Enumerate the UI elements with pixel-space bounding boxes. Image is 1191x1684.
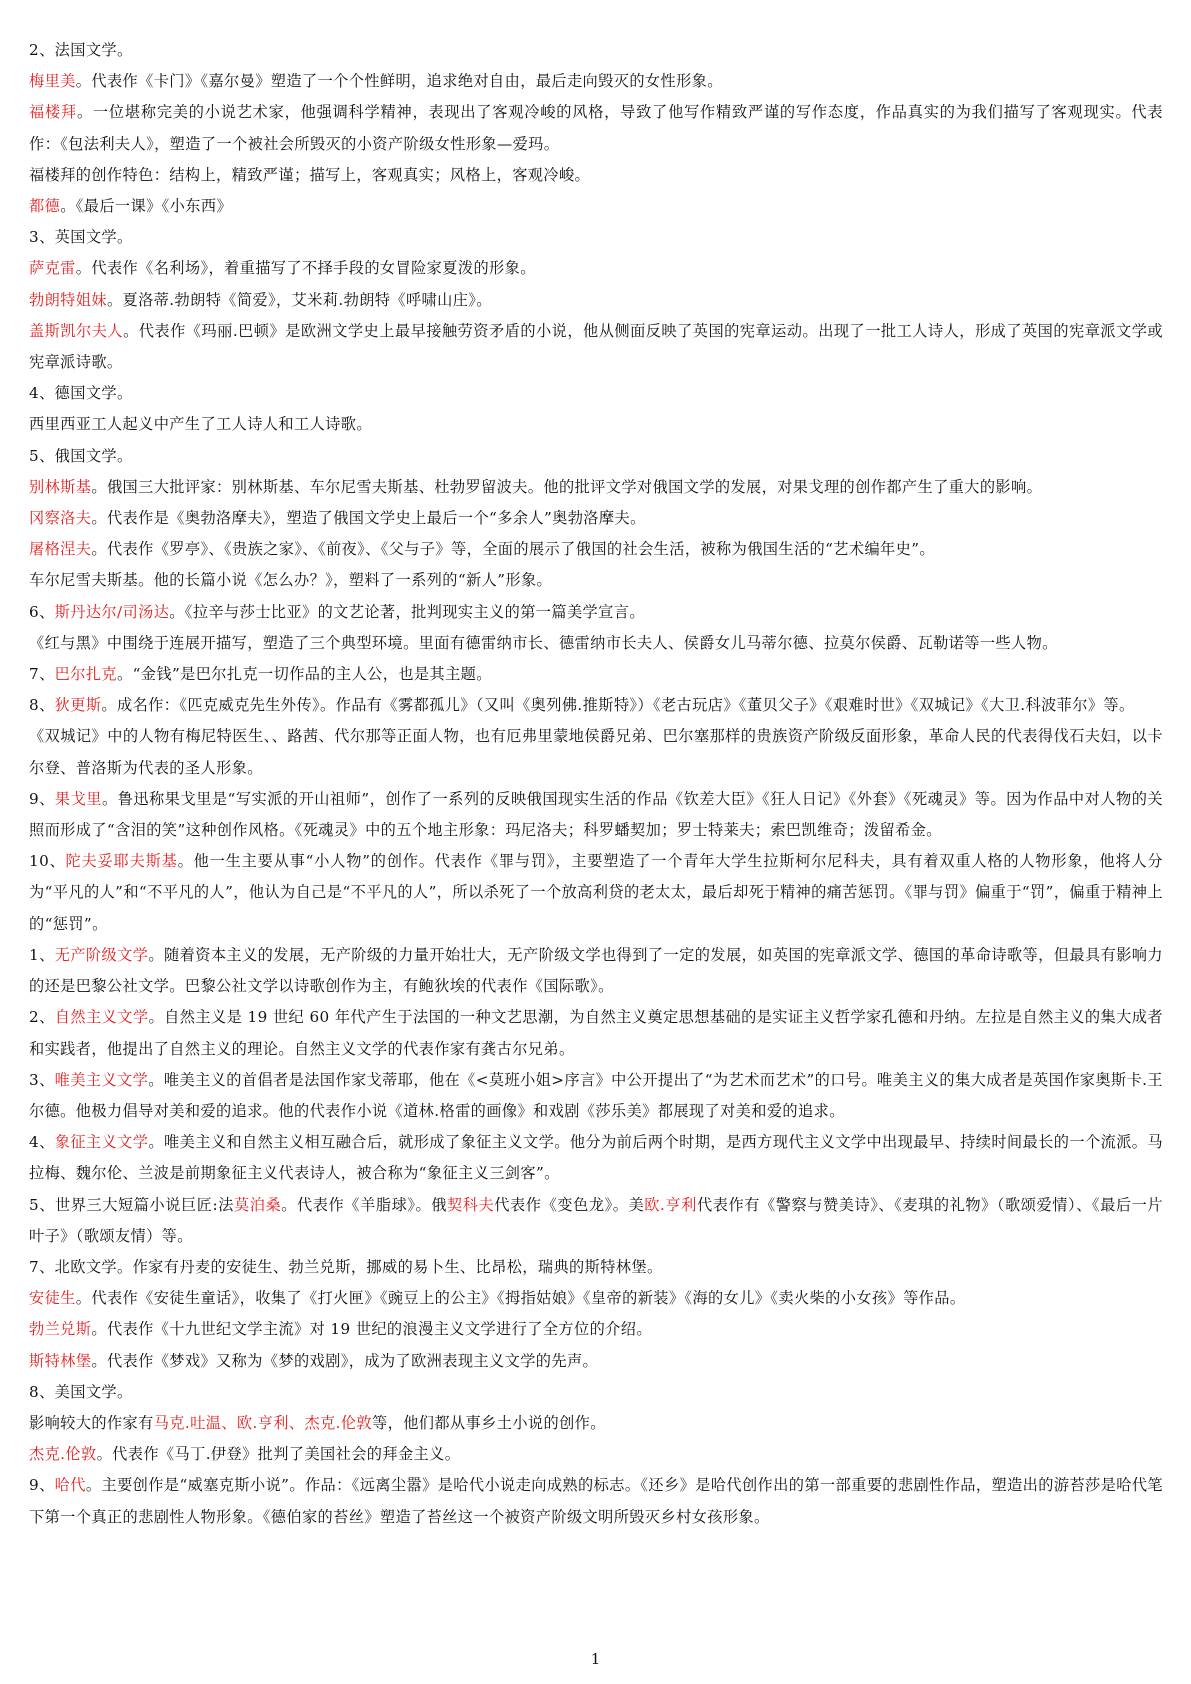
- paragraph: [29, 1190, 1163, 1252]
- highlighted-term: 果戈里: [54, 789, 102, 808]
- paragraph: [29, 1314, 1163, 1345]
- paragraph: [29, 565, 1163, 596]
- paragraph: [29, 1002, 1163, 1064]
- body-text: 。自然主义是 19 世纪 60 年代产生于法国的一种文艺思潮，为自然主义奠定思想基础的是实证主义哲学家孔德和丹纳。左拉是自然主义的集大成者和实践者，他提出了自然主义的理论。自然主义文学的代表作家有龚古尔兄弟。: [29, 1008, 1163, 1058]
- body-text: 。《最后一课》《小东西》: [60, 197, 233, 216]
- highlighted-term: 无产阶级文学: [54, 945, 149, 964]
- body-text: 西里西亚工人起义中产生了工人诗人和工人诗歌。: [29, 415, 372, 434]
- highlighted-term: 陀夫妥耶夫斯基: [65, 852, 178, 871]
- body-text: 。成名作：《匹克威克先生外传》。作品有《雾都孤儿》（又叫《奥列佛.推斯特》）《老古玩店》《董贝父子》《艰难时世》《双城记》《大卫.科波菲尔》等。: [101, 696, 1135, 715]
- page-number: 1: [590, 1650, 601, 1668]
- highlighted-term: 屠格涅夫: [29, 540, 92, 559]
- body-text: 车尔尼雪夫斯基。他的长篇小说《怎么办？》，塑料了一系列的“新人”形象。: [29, 571, 553, 590]
- body-text: 10、: [29, 852, 66, 871]
- paragraph: [29, 659, 1163, 690]
- paragraph: [29, 222, 1163, 253]
- body-text: 9、: [29, 1476, 55, 1495]
- paragraph: [29, 253, 1163, 284]
- highlighted-term: 斯特林堡: [29, 1351, 92, 1370]
- paragraph: [29, 1346, 1163, 1377]
- paragraph: [29, 503, 1163, 534]
- body-text: 代表作有《警察与赞美诗》、《麦琪的礼物》（歌颂爱情）、《最后一片叶子》（歌颂友情）等。: [29, 1195, 1163, 1245]
- paragraph: [29, 784, 1163, 846]
- highlighted-term: 狄更斯: [54, 696, 102, 715]
- body-text: 。代表作《十九世纪文学主流》对 19 世纪的浪漫主义文学进行了全方位的介绍。: [91, 1320, 652, 1339]
- body-text: 。唯美主义和自然主义相互融合后，就形成了象征主义文学。他分为前后两个时期，是西方现代主义文学中出现最早、持续时间最长的一个流派。马拉梅、魏尔伦、兰波是前期象征主义代表诗人，被合称为“象征主义三剑客”。: [29, 1133, 1164, 1183]
- body-text: 等，他们都从事乡土小说的创作。: [372, 1413, 606, 1432]
- body-text: 代表作《变色龙》。美: [494, 1195, 645, 1214]
- paragraph: [29, 1283, 1163, 1314]
- body-text: 1、: [29, 945, 55, 964]
- paragraph: [29, 316, 1163, 378]
- body-text: 8、美国文学。: [29, 1382, 133, 1401]
- paragraph: [29, 285, 1163, 316]
- body-text: 。夏洛蒂.勃朗特《简爱》，艾米莉.勃朗特《呼啸山庄》。: [106, 290, 492, 309]
- paragraph: [29, 1408, 1163, 1439]
- body-text: 。鲁迅称果戈里是“写实派的开山祖师”，创作了一系列的反映俄国现实生活的作品《钦差大臣》《狂人日记》《外套》《死魂灵》等。因为作品中对人物的关照而形成了“含泪的笑”这种创作风格。《死魂灵》中的五个地主形象：玛尼洛夫；科罗蟠契加；罗士特莱夫；索巴凯维奇；泼留希金。: [29, 789, 1163, 840]
- paragraph: [29, 97, 1163, 159]
- highlighted-term: 自然主义文学: [54, 1008, 149, 1027]
- paragraph: [29, 35, 1163, 66]
- paragraph: [29, 191, 1163, 222]
- paragraph: [29, 409, 1163, 440]
- highlighted-term: 福楼拜: [29, 103, 77, 122]
- body-text: 。代表作是《奥勃洛摩夫》，塑造了俄国文学史上最后一个“多余人”奥勃洛摩夫。: [91, 509, 646, 528]
- highlighted-term: 别林斯基: [29, 477, 92, 496]
- highlighted-term: 契科夫: [447, 1195, 495, 1214]
- body-text: 4、德国文学。: [29, 384, 133, 403]
- body-text: 。主要创作是“威塞克斯小说”。作品：《远离尘嚣》是哈代小说走向成熟的标志。《还乡》是哈代创作出的第一部重要的悲剧性作品，塑造出的游苔莎是哈代笔下第一个真正的悲剧性人物形象。《德伯家的苔丝》塑造了苔丝这一个被资产阶级文明所毁灭乡村女孩形象。: [29, 1476, 1163, 1526]
- body-text: 福楼拜的创作特色：结构上，精致严谨；描写上，客观真实；风格上，客观冷峻。: [29, 165, 591, 184]
- body-text: 。代表作《羊脂球》。俄: [281, 1195, 448, 1214]
- body-text: 4、: [29, 1133, 55, 1152]
- paragraph: [29, 66, 1163, 97]
- highlighted-term: 盖斯凯尔夫人: [29, 321, 124, 340]
- body-text: 6、: [29, 602, 55, 621]
- body-text: 。他一生主要从事“小人物”的创作。代表作《罪与罚》，主要塑造了一个青年大学生拉斯柯尔尼科夫，具有着双重人格的人物形象，他将人分为“平凡的人”和“不平凡的人”，他认为自己是“不平凡的人”，所以杀死了一个放高利贷的老太太，最后却死于精神的痛苦惩罚。《罪与罚》偏重于“罚”，偏重于精神上的“惩罚”。: [29, 852, 1163, 933]
- body-text: 9、: [29, 789, 55, 808]
- highlighted-term: 安徒生: [29, 1289, 76, 1308]
- body-text: 。《拉辛与莎士比亚》的文艺论著，批判现实主义的第一篇美学宣言。: [169, 602, 645, 621]
- highlighted-term: 萨克雷: [29, 259, 76, 278]
- body-text: 7、: [29, 665, 55, 684]
- body-text: 5、世界三大短篇小说巨匠:法: [29, 1195, 234, 1214]
- body-text: 。唯美主义的首倡者是法国作家戈蒂耶，他在《<莫班小姐>序言》中公开提出了“为艺术而艺术”的口号。唯美主义的集大成者是英国作家奥斯卡.王尔德。他极力倡导对美和爱的追求。他的代表作小说《道林.格雷的画像》和戏剧《莎乐美》都展现了对美和爱的追求。: [29, 1070, 1163, 1120]
- body-text: 。随着资本主义的发展，无产阶级的力量开始壮大，无产阶级文学也得到了一定的发展，如英国的宪章派文学、德国的革命诗歌等，但最具有影响力的还是巴黎公社文学。巴黎公社文学以诗歌创作为主，有鲍狄埃的代表作《国际歌》。: [29, 945, 1164, 996]
- highlighted-term: 杰克.伦敦: [29, 1445, 97, 1464]
- highlighted-term: 巴尔扎克: [54, 665, 118, 684]
- body-text: 3、: [29, 1070, 55, 1089]
- paragraph: [29, 1470, 1163, 1532]
- highlighted-term: 勃兰兑斯: [29, 1320, 92, 1339]
- body-text: 。代表作《梦戏》又称为《梦的戏剧》，成为了欧洲表现主义文学的先声。: [91, 1351, 599, 1370]
- highlighted-term: 马克.吐温、欧.亨利、杰克.伦敦: [153, 1413, 373, 1432]
- body-text: 。一位堪称完美的小说艺术家，他强调科学精神，表现出了客观冷峻的风格，导致了他写作精致严谨的写作态度，作品真实的为我们描写了客观现实。代表作：《包法利夫人》，塑造了一个被社会所毁灭的小资产阶级女性形象—爱玛。: [29, 103, 1163, 153]
- paragraph: [29, 1377, 1163, 1408]
- paragraph: [29, 940, 1163, 1002]
- body-text: 。代表作《玛丽.巴顿》是欧洲文学史上最早接触劳资矛盾的小说，他从侧面反映了英国的宪章运动。出现了一批工人诗人，形成了英国的宪章派文学或宪章派诗歌。: [29, 321, 1163, 372]
- body-text: 《双城记》中的人物有梅尼特医生、、路茜、代尔那等正面人物，也有厄弗里蒙地侯爵兄弟、巴尔塞那样的贵族资产阶级反面形象，革命人民的代表得伐石夫妇，以卡尔登、普洛斯为代表的圣人形象。: [29, 727, 1163, 777]
- body-text: 影响较大的作家有: [29, 1413, 154, 1432]
- paragraph: [29, 441, 1163, 472]
- document-body: [29, 35, 1163, 1533]
- paragraph: [29, 628, 1163, 659]
- highlighted-term: 斯丹达尔/司汤达: [54, 602, 170, 621]
- body-text: 2、: [29, 1008, 55, 1027]
- body-text: 3、英国文学。: [29, 228, 133, 247]
- highlighted-term: 唯美主义文学: [54, 1070, 149, 1089]
- body-text: 。俄国三大批评家：别林斯基、车尔尼雪夫斯基、杜勃罗留波夫。他的批评文学对俄国文学的发展，对果戈理的创作都产生了重大的影响。: [91, 477, 1043, 496]
- paragraph: [29, 1252, 1163, 1283]
- body-text: 。“金钱”是巴尔扎克一切作品的主人公，也是其主题。: [117, 665, 492, 684]
- paragraph: [29, 690, 1163, 721]
- paragraph: [29, 721, 1163, 783]
- paragraph: [29, 597, 1163, 628]
- highlighted-term: 都德: [29, 197, 61, 216]
- body-text: 。代表作《名利场》，着重描写了不择手段的女冒险家夏泼的形象。: [75, 259, 536, 278]
- body-text: 。代表作《马丁.伊登》批判了美国社会的拜金主义。: [96, 1445, 461, 1464]
- highlighted-term: 梅里美: [29, 72, 76, 91]
- highlighted-term: 象征主义文学: [54, 1133, 149, 1152]
- paragraph: [29, 1127, 1163, 1189]
- highlighted-term: 冈察洛夫: [29, 509, 92, 528]
- highlighted-term: 莫泊桑: [234, 1195, 282, 1214]
- highlighted-term: 哈代: [54, 1476, 86, 1495]
- body-text: 。代表作《罗亭》、《贵族之家》、《前夜》、《父与子》等，全面的展示了俄国的社会生活，被称为俄国生活的“艺术编年史”。: [91, 540, 935, 559]
- body-text: 8、: [29, 696, 55, 715]
- body-text: 7、北欧文学。作家有丹麦的安徒生、勃兰兑斯，挪威的易卜生、比昂松，瑞典的斯特林堡。: [29, 1257, 663, 1276]
- body-text: 2、法国文学。: [29, 41, 133, 59]
- paragraph: [29, 534, 1163, 565]
- highlighted-term: 欧.亨利: [644, 1195, 697, 1214]
- paragraph: [29, 472, 1163, 503]
- body-text: 《红与黑》中围绕于连展开描写，塑造了三个典型环境。里面有德雷纳市长、德雷纳市长夫人、侯爵女儿马蒂尔德、拉莫尔侯爵、瓦勒诺等一些人物。: [29, 633, 1058, 652]
- body-text: 5、俄国文学。: [29, 446, 133, 465]
- paragraph: [29, 160, 1163, 191]
- body-text: 。代表作《卡门》《嘉尔曼》塑造了一个个性鲜明，追求绝对自由，最后走向毁灭的女性形象。: [75, 72, 723, 91]
- highlighted-term: 勃朗特姐妹: [29, 290, 107, 309]
- body-text: 。代表作《安徒生童话》，收集了《打火匣》《豌豆上的公主》《拇指姑娘》《皇帝的新装》《海的女儿》《卖火柴的小女孩》等作品。: [75, 1289, 966, 1308]
- paragraph: [29, 1065, 1163, 1127]
- paragraph: [29, 378, 1163, 409]
- paragraph: [29, 1439, 1163, 1470]
- paragraph: [29, 846, 1163, 940]
